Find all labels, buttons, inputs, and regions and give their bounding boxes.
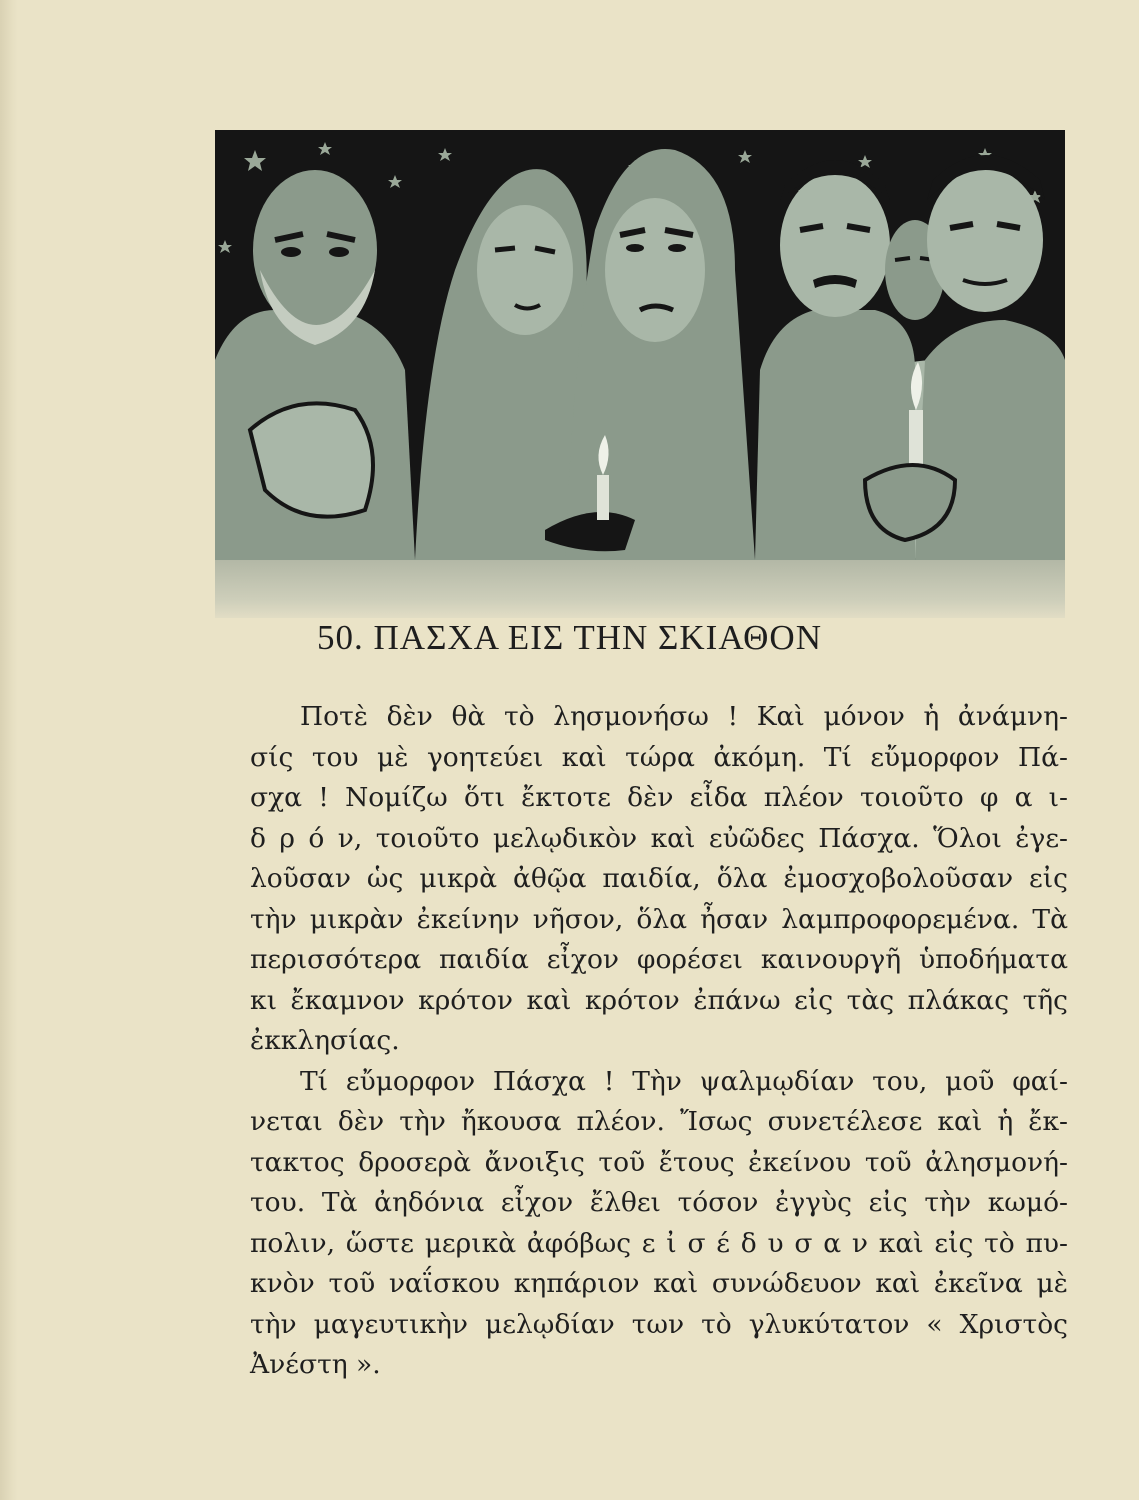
text-line: τὴν μαγευτικὴν μελῳδίαν των τὸ γλυκύτατον « Χριστὸς xyxy=(250,1308,1068,1340)
text-line: τὴν μικρὰν ἐκείνην νῆσον, ὅλα ἦσαν λαμπροφορεμένα. Τὰ xyxy=(250,903,1068,935)
body-text xyxy=(250,697,1068,1386)
text-line: τακτος δροσερὰ ἄνοιξις τοῦ ἔτους ἐκείνου τοῦ ἀλησμονή- xyxy=(250,1146,1068,1178)
text-line: ἐκκλησίας. xyxy=(250,1025,400,1056)
woodcut-illustration xyxy=(215,130,1065,560)
paragraph-2 xyxy=(250,1062,1068,1386)
chapter-title: 50. ΠΑΣΧΑ ΕΙΣ ΤΗΝ ΣΚΙΑΘΟΝ xyxy=(317,618,822,657)
text-line: λοῦσαν ὡς μικρὰ ἀθῷα παιδία, ὅλα ἐμοσχοβολοῦσαν εἰς xyxy=(250,863,1068,894)
text-line: κι ἔκαμνον κρότον καὶ κρότον ἐπάνω εἰς τὰς πλάκας τῆς xyxy=(250,984,1068,1016)
paragraph-1 xyxy=(250,697,1068,1062)
text-line: δ ρ ό ν, τοιοῦτο μελῳδικὸν καὶ εὐῶδες Πάσχα. Ὅλοι ἐγε- xyxy=(250,822,1068,854)
text-line: σχα ! Νομίζω ὅτι ἔκτοτε δὲν εἶδα πλέον τοιοῦτο φ α ι- xyxy=(250,782,1068,813)
woodcut-svg xyxy=(215,130,1065,560)
illustration-shadow xyxy=(215,560,1065,618)
text-line: σίς του μὲ γοητεύει καὶ τώρα ἀκόμη. Τί εὔμορφον Πά- xyxy=(250,741,1068,773)
text-line: νεται δὲν τὴν ἤκουσα πλέον. Ἴσως συνετέλεσε καὶ ἡ ἔκ- xyxy=(250,1106,1068,1137)
illustration-area xyxy=(215,130,1065,620)
text-line: Τί εὔμορφον Πάσχα ! Τὴν ψαλμῳδίαν του, μοῦ φαί- xyxy=(300,1065,1068,1097)
text-line: κνὸν τοῦ ναΐσκου κηπάριον καὶ συνώδευον καὶ ἐκεῖνα μὲ xyxy=(250,1268,1068,1299)
text-line: Ποτὲ δὲν θὰ τὸ λησμονήσω ! Καὶ μόνον ἡ ἀνάμνη- xyxy=(300,701,1068,732)
text-line: πολιν, ὥστε μερικὰ ἀφόβως ε ἰ σ έ δ υ σ α ν καὶ εἰς τὸ πυ- xyxy=(250,1227,1068,1259)
text-line: περισσότερα παιδία εἶχον φορέσει καινουργῆ ὑποδήματα xyxy=(250,944,1068,975)
page-edge xyxy=(0,0,18,1500)
text-line: του. Τὰ ἀηδόνια εἶχον ἔλθει τόσον ἐγγὺς εἰς τὴν κωμό- xyxy=(250,1187,1068,1218)
text-line: Ἀνέστη ». xyxy=(250,1349,381,1380)
